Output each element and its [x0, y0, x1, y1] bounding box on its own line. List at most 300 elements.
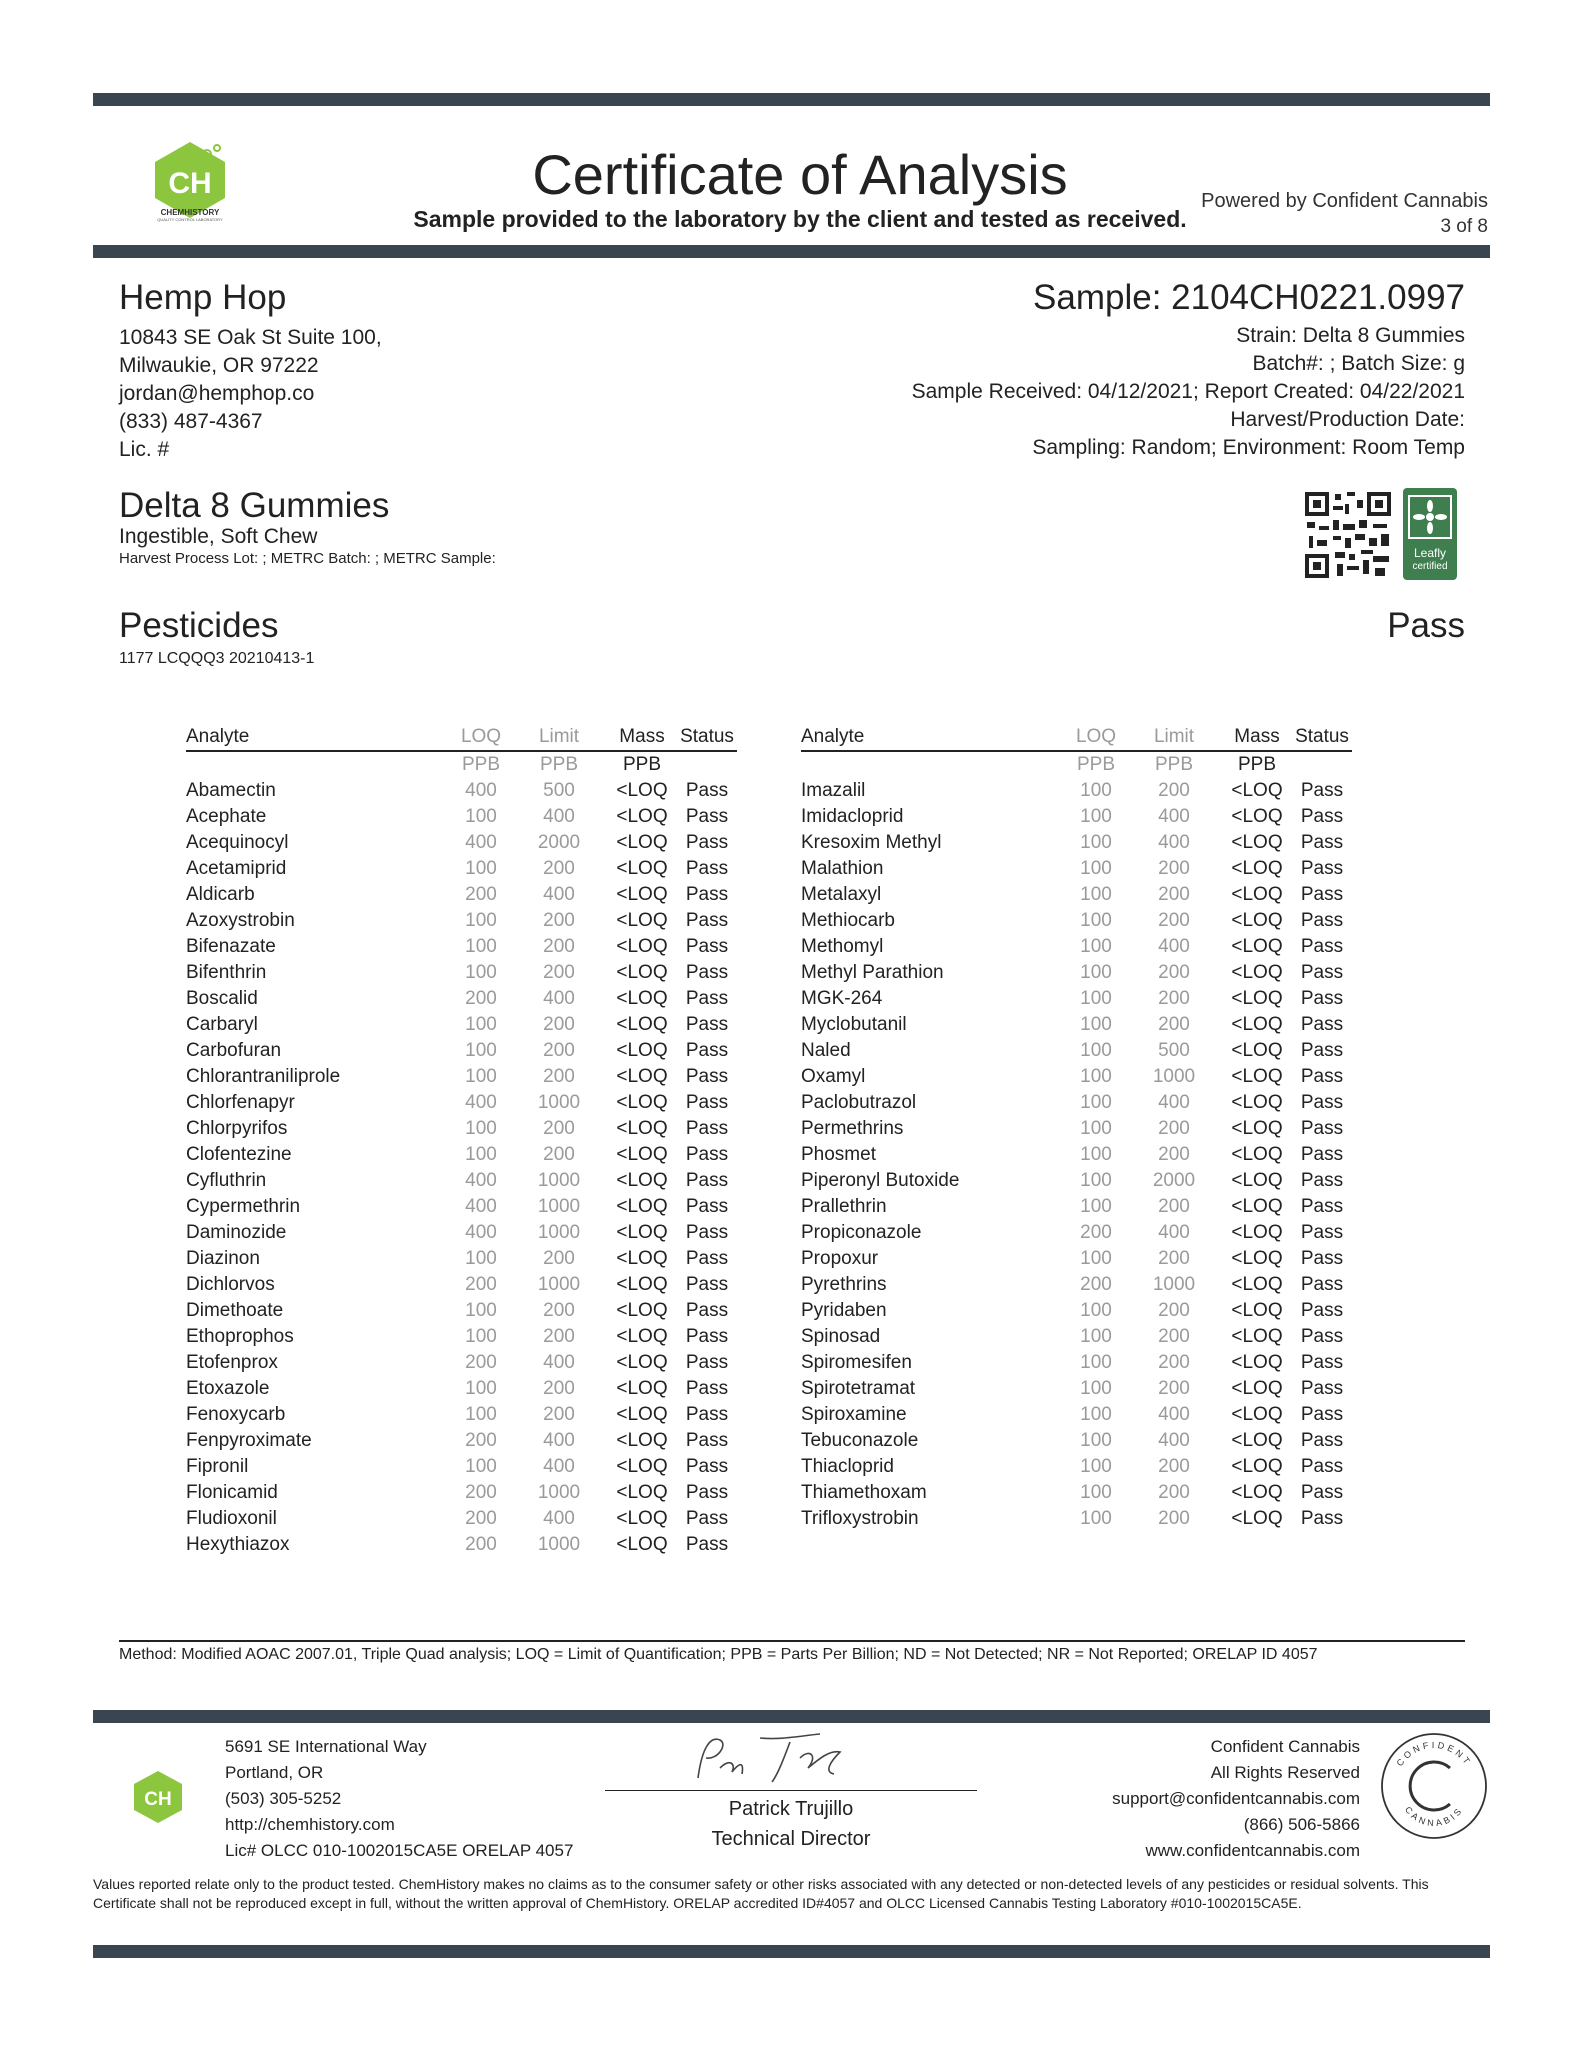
mass-cell: <LOQ: [616, 1014, 668, 1035]
pesticides-table-left: [186, 724, 737, 1558]
loq-cell: 100: [1080, 1248, 1112, 1269]
mass-cell: <LOQ: [1231, 1430, 1283, 1451]
status-cell: Pass: [1300, 1482, 1344, 1503]
table-row: [801, 1376, 1352, 1402]
loq-cell: 100: [465, 1378, 497, 1399]
table-row: [801, 1012, 1352, 1038]
cc-rights: All Rights Reserved: [1210, 1763, 1360, 1782]
loq-cell: 100: [465, 962, 497, 983]
loq-cell: 200: [1080, 1274, 1112, 1295]
page-title: Certificate of Analysis: [532, 143, 1068, 206]
limit-cell: 200: [1158, 1300, 1190, 1321]
loq-cell: 100: [1080, 1404, 1112, 1425]
status-cell: Pass: [1300, 1274, 1344, 1295]
mass-cell: <LOQ: [1231, 910, 1283, 931]
mass-cell: <LOQ: [1231, 1092, 1283, 1113]
limit-cell: 200: [1158, 1482, 1190, 1503]
analyte-cell: Etofenprox: [186, 1352, 278, 1373]
client-name: Hemp Hop: [119, 278, 287, 317]
analyte-cell: Hexythiazox: [186, 1534, 290, 1555]
table-row: [186, 1012, 737, 1038]
signer-name: Patrick Trujillo: [728, 1798, 854, 1820]
sample-sampling: Sampling: Random; Environment: Room Temp: [1032, 436, 1465, 459]
mass-cell: <LOQ: [1231, 1300, 1283, 1321]
mass-cell: <LOQ: [616, 1326, 668, 1347]
table-row: [186, 830, 737, 856]
loq-cell: 200: [465, 884, 497, 905]
mass-cell: <LOQ: [616, 1144, 668, 1165]
product-name: Delta 8 Gummies: [119, 486, 390, 525]
analyte-cell: Fenpyroximate: [186, 1430, 312, 1451]
mass-cell: <LOQ: [616, 1534, 668, 1555]
limit-cell: 400: [543, 1430, 575, 1451]
mass-cell: <LOQ: [1231, 1352, 1283, 1373]
table-row: [186, 1064, 737, 1090]
loq-cell: 200: [465, 1430, 497, 1451]
analyte-cell: Methomyl: [801, 936, 884, 957]
status-cell: Pass: [685, 988, 729, 1009]
table-row: [801, 1168, 1352, 1194]
analyte-cell: Dimethoate: [186, 1300, 284, 1321]
limit-cell: 1000: [537, 1274, 581, 1295]
limit-cell: 2000: [1152, 1170, 1196, 1191]
unit-limit: PPB: [539, 754, 579, 775]
table-row: [801, 1350, 1352, 1376]
analyte-cell: Trifloxystrobin: [801, 1508, 919, 1529]
table-row: [186, 1272, 737, 1298]
footer-logo: [128, 1768, 188, 1828]
mass-cell: <LOQ: [616, 1508, 668, 1529]
analyte-cell: Aldicarb: [186, 884, 255, 905]
limit-cell: 1000: [537, 1170, 581, 1191]
loq-cell: 200: [465, 1534, 497, 1555]
sample-harvest-date: Harvest/Production Date:: [1230, 408, 1465, 431]
loq-cell: 100: [1080, 1118, 1112, 1139]
mass-cell: <LOQ: [616, 1352, 668, 1373]
cc-name: Confident Cannabis: [1210, 1737, 1360, 1756]
table-row: [186, 1090, 737, 1116]
mass-cell: <LOQ: [1231, 1170, 1283, 1191]
limit-cell: 200: [543, 1040, 575, 1061]
signature: [680, 1728, 880, 1788]
loq-cell: 200: [1080, 1222, 1112, 1243]
limit-cell: 400: [1158, 832, 1190, 853]
analyte-cell: Spinosad: [801, 1326, 881, 1347]
limit-cell: 400: [543, 1352, 575, 1373]
mass-cell: <LOQ: [616, 1404, 668, 1425]
limit-cell: 200: [1158, 1014, 1190, 1035]
col-limit: Limit: [1126, 724, 1222, 751]
footer-lab-info: [225, 1734, 573, 1864]
analyte-cell: Naled: [801, 1040, 851, 1061]
loq-cell: 100: [1080, 910, 1112, 931]
table-row: [186, 908, 737, 934]
mass-cell: <LOQ: [1231, 1118, 1283, 1139]
table-row: [801, 1272, 1352, 1298]
status-cell: Pass: [1300, 780, 1344, 801]
mass-cell: <LOQ: [616, 1222, 668, 1243]
mass-cell: <LOQ: [616, 962, 668, 983]
mass-cell: <LOQ: [1231, 1248, 1283, 1269]
analyte-cell: Fenoxycarb: [186, 1404, 286, 1425]
col-loq: LOQ: [451, 724, 511, 751]
analyte-cell: Propoxur: [801, 1248, 879, 1269]
status-cell: Pass: [685, 1170, 729, 1191]
lab-website[interactable]: http://chemhistory.com: [225, 1815, 395, 1834]
lab-address2: Portland, OR: [225, 1763, 324, 1782]
table-row: [186, 1532, 737, 1558]
table-row: [186, 1324, 737, 1350]
loq-cell: 100: [465, 1014, 497, 1035]
limit-cell: 200: [543, 1300, 575, 1321]
cc-website[interactable]: www.confidentcannabis.com: [1145, 1841, 1360, 1860]
status-cell: Pass: [685, 1014, 729, 1035]
status-cell: Pass: [685, 806, 729, 827]
table-row: [801, 934, 1352, 960]
limit-cell: 400: [543, 1508, 575, 1529]
analyte-cell: Bifenazate: [186, 936, 276, 957]
analyte-cell: Flonicamid: [186, 1482, 278, 1503]
loq-cell: 100: [465, 910, 497, 931]
seal-bottom-text: CANNABIS: [1402, 1804, 1465, 1829]
analyte-cell: Carbofuran: [186, 1040, 282, 1061]
mass-cell: <LOQ: [1231, 1014, 1283, 1035]
limit-cell: 200: [1158, 1508, 1190, 1529]
col-loq: LOQ: [1066, 724, 1126, 751]
table-row: [186, 960, 737, 986]
analyte-cell: Methyl Parathion: [801, 962, 944, 983]
table-left-body: [186, 778, 737, 1558]
limit-cell: 200: [1158, 1144, 1190, 1165]
lab-phone: (503) 305-5252: [225, 1789, 342, 1808]
status-cell: Pass: [1300, 910, 1344, 931]
analyte-cell: Chlorfenapyr: [186, 1092, 295, 1113]
col-mass: Mass: [1222, 724, 1292, 751]
status-cell: Pass: [1300, 1378, 1344, 1399]
table-row: [801, 1506, 1352, 1532]
status-cell: Pass: [685, 1040, 729, 1061]
table-row: [801, 1038, 1352, 1064]
table-row: [801, 1116, 1352, 1142]
limit-cell: 500: [543, 780, 575, 801]
unit-loq: PPB: [1076, 754, 1116, 775]
loq-cell: 100: [1080, 1144, 1112, 1165]
bottom-bar: [93, 1945, 1490, 1958]
client-email: jordan@hemphop.co: [119, 382, 315, 405]
loq-cell: 100: [465, 1456, 497, 1477]
loq-cell: 100: [1080, 1430, 1112, 1451]
table-row: [186, 1220, 737, 1246]
table-row: [801, 804, 1352, 830]
section-batch-code: 1177 LCQQQ3 20210413-1: [119, 650, 315, 667]
limit-cell: 200: [1158, 988, 1190, 1009]
limit-cell: 400: [1158, 1430, 1190, 1451]
loq-cell: 100: [465, 1144, 497, 1165]
table-row: [186, 1506, 737, 1532]
limit-cell: 200: [543, 1404, 575, 1425]
unit-loq: PPB: [461, 754, 501, 775]
analyte-cell: Methiocarb: [801, 910, 895, 931]
loq-cell: 100: [465, 1118, 497, 1139]
status-cell: Pass: [685, 1118, 729, 1139]
page-number: 3 of 8: [1440, 216, 1488, 237]
mass-cell: <LOQ: [616, 1430, 668, 1451]
chemhistory-logo: [145, 138, 235, 228]
client-license: Lic. #: [119, 438, 170, 461]
leafly-sublabel: certified: [1412, 561, 1448, 572]
mass-cell: <LOQ: [616, 1378, 668, 1399]
header-bar: [93, 245, 1490, 258]
mass-cell: <LOQ: [1231, 988, 1283, 1009]
loq-cell: 100: [465, 858, 497, 879]
table-row: [801, 1480, 1352, 1506]
product-type: Ingestible, Soft Chew: [119, 525, 318, 548]
analyte-cell: Imidacloprid: [801, 806, 904, 827]
table-row: [186, 986, 737, 1012]
mass-cell: <LOQ: [1231, 1456, 1283, 1477]
unit-limit: PPB: [1154, 754, 1194, 775]
limit-cell: 200: [1158, 858, 1190, 879]
leafly-flower-icon: [1403, 490, 1457, 546]
table-row: [801, 960, 1352, 986]
limit-cell: 200: [543, 858, 575, 879]
mass-cell: <LOQ: [1231, 1222, 1283, 1243]
analyte-cell: Carbaryl: [186, 1014, 258, 1035]
loq-cell: 400: [465, 1170, 497, 1191]
mass-cell: <LOQ: [616, 988, 668, 1009]
analyte-cell: Boscalid: [186, 988, 258, 1009]
table-row: [801, 1194, 1352, 1220]
loq-cell: 100: [1080, 936, 1112, 957]
limit-cell: 1000: [537, 1092, 581, 1113]
mass-cell: <LOQ: [1231, 1326, 1283, 1347]
analyte-cell: Paclobutrazol: [801, 1092, 917, 1113]
status-cell: Pass: [685, 910, 729, 931]
analyte-cell: Fludioxonil: [186, 1508, 277, 1529]
analyte-cell: Metalaxyl: [801, 884, 882, 905]
method-note: Method: Modified AOAC 2007.01, Triple Quad analysis; LOQ = Limit of Quantification; PPB = Parts Per Billion; ND = Not Detected; NR = Not Reported; ORELAP ID 4057: [119, 1646, 1318, 1663]
limit-cell: 400: [543, 988, 575, 1009]
table-row: [801, 778, 1352, 804]
analyte-cell: Clofentezine: [186, 1144, 292, 1165]
col-analyte: Analyte: [186, 724, 451, 751]
limit-cell: 200: [543, 1248, 575, 1269]
limit-cell: 2000: [537, 832, 581, 853]
status-cell: Pass: [1300, 1430, 1344, 1451]
table-row: [186, 934, 737, 960]
limit-cell: 200: [1158, 1378, 1190, 1399]
loq-cell: 100: [1080, 1066, 1112, 1087]
limit-cell: 400: [1158, 1222, 1190, 1243]
table-row: [186, 1116, 737, 1142]
table-header-row: [801, 724, 1352, 751]
mass-cell: <LOQ: [1231, 1040, 1283, 1061]
limit-cell: 200: [1158, 780, 1190, 801]
status-cell: Pass: [1300, 1248, 1344, 1269]
status-cell: Pass: [1300, 806, 1344, 827]
mass-cell: <LOQ: [616, 780, 668, 801]
sample-strain: Strain: Delta 8 Gummies: [1236, 324, 1465, 347]
status-cell: Pass: [1300, 1092, 1344, 1113]
loq-cell: 100: [465, 1404, 497, 1425]
mass-cell: <LOQ: [1231, 1378, 1283, 1399]
analyte-cell: Dichlorvos: [186, 1274, 275, 1295]
table-row: [801, 882, 1352, 908]
loq-cell: 100: [1080, 1040, 1112, 1061]
loq-cell: 100: [465, 936, 497, 957]
table-row: [801, 1454, 1352, 1480]
limit-cell: 200: [1158, 1196, 1190, 1217]
table-row: [801, 986, 1352, 1012]
loq-cell: 100: [1080, 1326, 1112, 1347]
table-row: [801, 1142, 1352, 1168]
table-row: [801, 1246, 1352, 1272]
status-cell: Pass: [685, 1456, 729, 1477]
signature-line: [605, 1790, 977, 1791]
analyte-cell: Phosmet: [801, 1144, 876, 1165]
status-cell: Pass: [685, 1430, 729, 1451]
method-divider: [119, 1640, 1465, 1642]
status-cell: Pass: [685, 1534, 729, 1555]
confident-cannabis-seal: [1378, 1730, 1490, 1842]
status-cell: Pass: [685, 1352, 729, 1373]
lab-address1: 5691 SE International Way: [225, 1737, 427, 1756]
table-row: [801, 830, 1352, 856]
client-address-line2: Milwaukie, OR 97222: [119, 354, 319, 377]
svg-text:CH: CH: [168, 167, 212, 200]
loq-cell: 100: [465, 1040, 497, 1061]
status-cell: Pass: [685, 1404, 729, 1425]
table-row: [186, 1428, 737, 1454]
cc-email[interactable]: support@confidentcannabis.com: [1112, 1789, 1360, 1808]
analyte-cell: Diazinon: [186, 1248, 260, 1269]
loq-cell: 400: [465, 1196, 497, 1217]
analyte-cell: Spirotetramat: [801, 1378, 916, 1399]
table-row: [186, 1194, 737, 1220]
loq-cell: 100: [465, 1300, 497, 1321]
loq-cell: 400: [465, 832, 497, 853]
analyte-cell: Pyrethrins: [801, 1274, 887, 1295]
pesticides-table-right: [801, 724, 1352, 1532]
mass-cell: <LOQ: [616, 1482, 668, 1503]
status-cell: Pass: [1300, 936, 1344, 957]
analyte-cell: Bifenthrin: [186, 962, 267, 983]
table-row: [186, 1142, 737, 1168]
mass-cell: <LOQ: [1231, 832, 1283, 853]
status-cell: Pass: [685, 884, 729, 905]
footer-top-bar: [93, 1710, 1490, 1723]
table-row: [186, 1402, 737, 1428]
mass-cell: <LOQ: [1231, 1196, 1283, 1217]
limit-cell: 200: [543, 1326, 575, 1347]
table-units-row: [801, 751, 1352, 778]
loq-cell: 100: [465, 1248, 497, 1269]
mass-cell: <LOQ: [1231, 1066, 1283, 1087]
limit-cell: 1000: [537, 1222, 581, 1243]
page-subtitle: Sample provided to the laboratory by the client and tested as received.: [413, 206, 1187, 232]
analyte-cell: Spiroxamine: [801, 1404, 907, 1425]
product-lot: Harvest Process Lot: ; METRC Batch: ; METRC Sample:: [119, 550, 496, 567]
status-cell: Pass: [685, 1378, 729, 1399]
loq-cell: 100: [1080, 988, 1112, 1009]
analyte-cell: Chlorantraniliprole: [186, 1066, 341, 1087]
status-cell: Pass: [1300, 832, 1344, 853]
limit-cell: 400: [1158, 936, 1190, 957]
analyte-cell: Spiromesifen: [801, 1352, 912, 1373]
unit-mass: PPB: [622, 754, 662, 775]
limit-cell: 400: [543, 1456, 575, 1477]
status-cell: Pass: [685, 1144, 729, 1165]
loq-cell: 100: [465, 806, 497, 827]
analyte-cell: Piperonyl Butoxide: [801, 1170, 960, 1191]
table-row: [186, 856, 737, 882]
status-cell: Pass: [1300, 1014, 1344, 1035]
table-right-body: [801, 778, 1352, 1532]
analyte-cell: Imazalil: [801, 780, 866, 801]
limit-cell: 200: [543, 1378, 575, 1399]
mass-cell: <LOQ: [1231, 1482, 1283, 1503]
table-row: [801, 856, 1352, 882]
limit-cell: 200: [543, 962, 575, 983]
table-row: [801, 1090, 1352, 1116]
mass-cell: <LOQ: [1231, 884, 1283, 905]
limit-cell: 200: [543, 1144, 575, 1165]
loq-cell: 100: [1080, 1170, 1112, 1191]
client-address-line1: 10843 SE Oak St Suite 100,: [119, 326, 382, 349]
col-status: Status: [677, 724, 737, 751]
status-cell: Pass: [685, 1066, 729, 1087]
limit-cell: 200: [1158, 962, 1190, 983]
unit-mass: PPB: [1237, 754, 1277, 775]
status-cell: Pass: [1300, 988, 1344, 1009]
limit-cell: 400: [1158, 1404, 1190, 1425]
status-cell: Pass: [1300, 1170, 1344, 1191]
analyte-cell: Chlorpyrifos: [186, 1118, 288, 1139]
status-cell: Pass: [1300, 1300, 1344, 1321]
analyte-cell: Myclobutanil: [801, 1014, 907, 1035]
limit-cell: 500: [1158, 1040, 1190, 1061]
status-cell: Pass: [685, 832, 729, 853]
analyte-cell: Azoxystrobin: [186, 910, 295, 931]
status-cell: Pass: [685, 1248, 729, 1269]
limit-cell: 200: [543, 910, 575, 931]
limit-cell: 1000: [1152, 1274, 1196, 1295]
analyte-cell: Oxamyl: [801, 1066, 866, 1087]
seal-top-text: CONFIDENT: [1394, 1739, 1474, 1769]
analyte-cell: Acetamiprid: [186, 858, 287, 879]
mass-cell: <LOQ: [616, 1040, 668, 1061]
powered-by: Powered by Confident Cannabis: [1201, 190, 1488, 212]
limit-cell: 400: [1158, 806, 1190, 827]
leafly-badge: [1403, 488, 1457, 580]
status-cell: Pass: [1300, 1508, 1344, 1529]
limit-cell: 200: [543, 1066, 575, 1087]
status-cell: Pass: [685, 1300, 729, 1321]
loq-cell: 100: [1080, 1508, 1112, 1529]
analyte-cell: Malathion: [801, 858, 884, 879]
qr-code[interactable]: [1303, 490, 1393, 580]
footer-cc-info: [1000, 1734, 1360, 1864]
mass-cell: <LOQ: [616, 910, 668, 931]
loq-cell: 200: [465, 1274, 497, 1295]
svg-text:CH: CH: [144, 1789, 172, 1810]
mass-cell: <LOQ: [616, 1092, 668, 1113]
table-row: [801, 1064, 1352, 1090]
limit-cell: 200: [543, 1014, 575, 1035]
analyte-cell: Prallethrin: [801, 1196, 887, 1217]
limit-cell: 1000: [537, 1482, 581, 1503]
sample-details: [800, 322, 1465, 462]
